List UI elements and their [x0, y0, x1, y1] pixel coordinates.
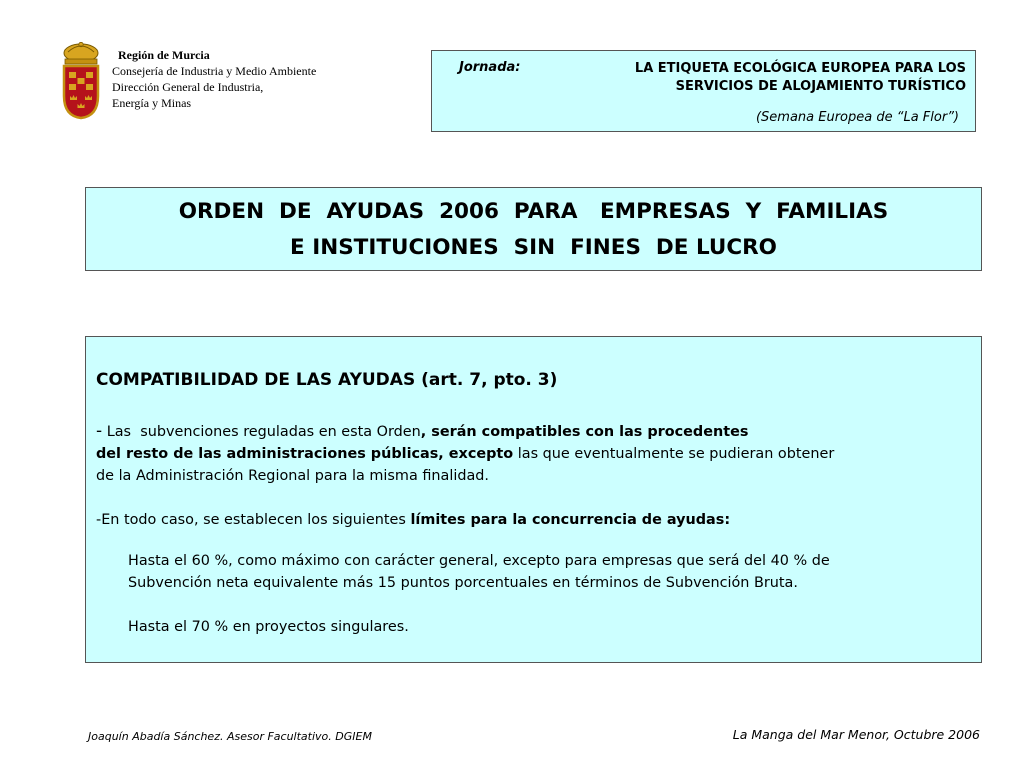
page-title-line-2: E INSTITUCIONES SIN FINES DE LUCRO	[290, 235, 777, 260]
p1-bold-a: , serán compatibles con las procedentes	[420, 424, 749, 440]
jornada-label: Jornada:	[459, 60, 521, 75]
jornada-subtitle: (Semana Europea de “La Flor”)	[755, 110, 959, 125]
paragraph-limit-singular: Hasta el 70 % en proyectos singulares.	[128, 619, 409, 635]
bullet-dash: -	[96, 421, 103, 441]
page-title-line-1: ORDEN DE AYUDAS 2006 PARA EMPRESAS Y FAMILIAS	[178, 199, 889, 224]
p1-text-c: de la Administración Regional para la misma finalidad.	[96, 468, 489, 484]
org-line-2: Dirección General de Industria,	[112, 80, 264, 94]
p3-line-2: Subvención neta equivalente más 15 puntos porcentuales en términos de Subvención Bruta.	[128, 575, 798, 591]
p1-bold-b: del resto de las administraciones públicas, excepto	[96, 446, 514, 462]
p1-text-b: las que eventualmente se pudieran obtener	[513, 446, 835, 462]
paragraph-limits	[96, 509, 966, 531]
org-line-3: Energía y Minas	[112, 96, 192, 110]
section-heading: COMPATIBILIDAD DE LAS AYUDAS (art. 7, pto. 3)	[96, 370, 558, 390]
organization-block	[112, 47, 316, 111]
footer-place-date: La Manga del Mar Menor, Octubre 2006	[732, 727, 980, 742]
org-line-1: Consejería de Industria y Medio Ambiente	[112, 64, 317, 78]
region-murcia-crest-icon	[60, 42, 102, 120]
paragraph-limit-general	[128, 550, 968, 594]
p1-text-a: Las subvenciones reguladas en esta Orden	[102, 424, 421, 440]
jornada-title	[635, 60, 966, 96]
jornada-box	[431, 50, 976, 132]
footer-author: Joaquín Abadía Sánchez. Asesor Facultativo. DGIEM	[88, 730, 372, 743]
region-name: Región de Murcia	[118, 48, 210, 62]
jornada-title-line-1: LA ETIQUETA ECOLÓGICA EUROPEA PARA LOS	[634, 61, 966, 76]
page-title-box	[85, 187, 982, 271]
paragraph-compatibility	[96, 420, 966, 487]
p3-line-1: Hasta el 60 %, como máximo con carácter general, excepto para empresas que será del 40 % de	[128, 553, 830, 569]
jornada-title-line-2: SERVICIOS DE ALOJAMIENTO TURÍSTICO	[675, 79, 966, 94]
content-box	[85, 336, 982, 663]
p2-text: -En todo caso, se establecen los siguientes	[96, 512, 411, 528]
p2-bold: límites para la concurrencia de ayudas:	[410, 512, 731, 528]
